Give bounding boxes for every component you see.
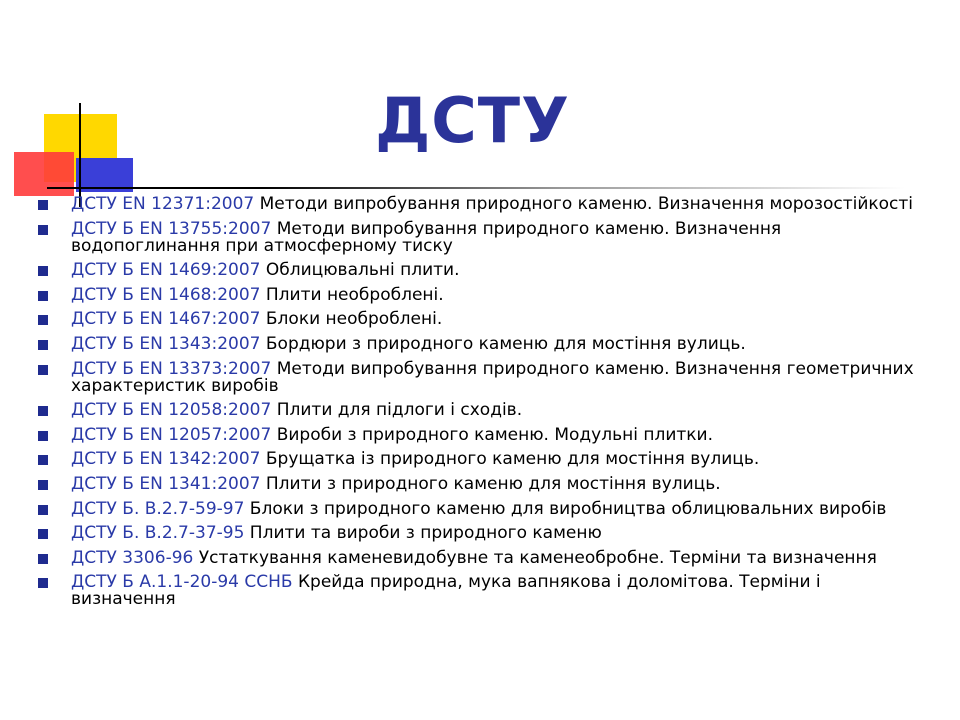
list-item [36,358,916,396]
standard-code: ДСТУ Б EN 12058:2007 [71,400,272,421]
decor-red-square [14,152,74,196]
list-item [36,196,916,213]
standard-code: ДСТУ 3306-96 [71,547,194,568]
square-bullet-icon [38,554,48,564]
standard-code: ДСТУ Б EN 13755:2007 [71,218,272,239]
standard-code: ДСТУ EN 12371:2007 [71,194,255,214]
decor-horizontal-line [47,187,905,189]
standard-code: ДСТУ Б EN 1341:2007 [71,473,261,494]
standard-code: ДСТУ Б EN 12057:2007 [71,424,272,445]
square-bullet-icon [38,291,48,301]
list-item [36,498,916,519]
standard-description: Блоки необроблені. [260,309,443,330]
standard-code: ДСТУ Б. В.2.7-59-97 [71,498,245,519]
standard-description: Плити для підлоги і сходів. [271,400,523,421]
standard-code: ДСТУ Б EN 13373:2007 [71,358,272,379]
standard-description: Бордюри з природного каменю для мостіння вулиць. [260,333,746,354]
square-bullet-icon [38,225,48,235]
square-bullet-icon [38,505,48,515]
square-bullet-icon [38,266,48,276]
standard-description: Методи випробування природного каменю. Визначення геометричних характеристик виробів [71,358,914,396]
square-bullet-icon [38,529,48,539]
square-bullet-icon [38,406,48,416]
standard-description: Брущатка із природного каменю для мостіння вулиць. [260,449,760,470]
square-bullet-icon [38,578,48,588]
list-item [36,402,916,419]
standard-description: Плити та вироби з природного каменю [244,523,602,544]
standard-description: Устаткування каменевидобувне та каменеобробне. Терміни та визначення [193,547,877,568]
list-item [36,547,916,568]
standard-description: Облицювальні плити. [260,260,460,281]
standard-code: ДСТУ Б А.1.1-20-94 ССНБ [71,572,293,593]
standard-code: ДСТУ Б EN 1468:2007 [71,284,261,305]
standard-code: ДСТУ Б EN 1342:2007 [71,449,261,470]
square-bullet-icon [38,431,48,441]
standard-description: Методи випробування природного каменю. Визначення водопоглинання при атмосферному тиску [71,218,782,256]
list-item [36,333,916,354]
square-bullet-icon [38,340,48,350]
standard-description: Вироби з природного каменю. Модульні плитки. [271,424,714,445]
square-bullet-icon [38,200,48,210]
list-item [36,218,916,256]
standard-code: ДСТУ Б EN 1343:2007 [71,333,261,354]
slide-title: ДСТУ [375,84,570,157]
square-bullet-icon [38,455,48,465]
standard-code: ДСТУ Б EN 1469:2007 [71,260,261,281]
list-item [36,574,916,608]
square-bullet-icon [38,365,48,375]
standards-list [36,196,916,616]
list-item [36,262,916,279]
square-bullet-icon [38,315,48,325]
list-item [36,284,916,305]
standard-code: ДСТУ Б EN 1467:2007 [71,309,261,330]
standard-description: Блоки з природного каменю для виробництва облицювальних виробів [244,498,887,519]
list-item [36,424,916,445]
standard-description: Плити з природного каменю для мостіння вулиць. [260,473,721,494]
square-bullet-icon [38,480,48,490]
list-item [36,525,916,542]
list-item [36,311,916,328]
standard-description: Крейда природна, мука вапнякова і доломітова. Терміни і визначення [71,572,821,610]
list-item [36,473,916,494]
standard-description: Методи випробування природного каменю. Визначення морозостійкості [254,194,914,214]
standard-description: Плити необроблені. [260,284,444,305]
list-item [36,451,916,468]
standard-code: ДСТУ Б. В.2.7-37-95 [71,523,245,544]
